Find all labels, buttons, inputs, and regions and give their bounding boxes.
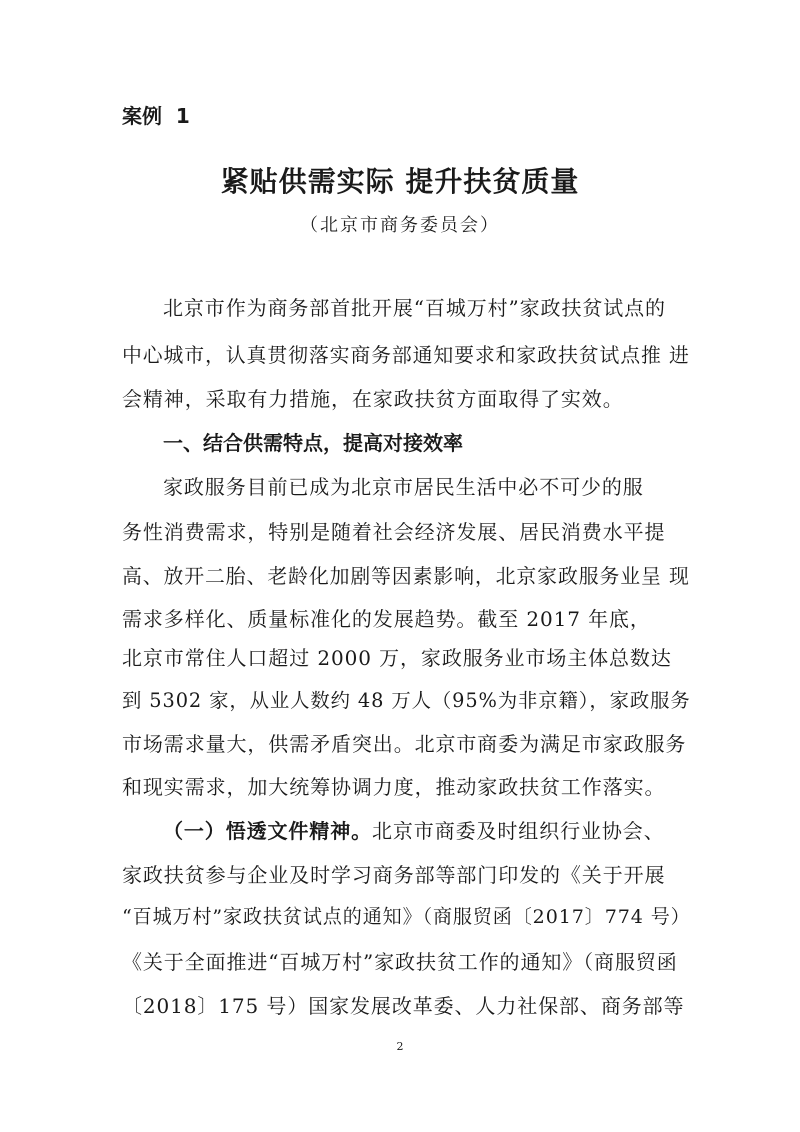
page-number: 2 [396, 1040, 404, 1053]
section1-line: 高、放开二胎、老龄化加剧等因素影响，北京家政服务业呈 现 [122, 565, 690, 588]
subsection1-line: “百城万村”家政扶贫试点的通知》（商服贸函〔2017〕774 号） [122, 906, 691, 928]
section1-line: 务性消费需求，特别是随着社会经济发展、居民消费水平提 [122, 520, 666, 544]
document-subtitle: （北京市商务委员会） [300, 215, 500, 236]
subsection1-line: 北京市商委及时组织行业协会、 [372, 819, 665, 843]
intro-line: 北京市作为商务部首批开展“百城万村”家政扶贫试点的 [163, 296, 666, 320]
section1-line: 需求多样化、质量标准化的发展趋势。截至 2017 年底， [122, 607, 651, 631]
subsection-heading: （一）悟透文件精神。 [163, 819, 372, 843]
document-title: 紧贴供需实际 提升扶贫质量 [220, 165, 580, 198]
subsection1-line: 《关于全面推进“百城万村”家政扶贫工作的通知》（商服贸函 [122, 950, 678, 974]
subsection1-line: 家政扶贫参与企业及时学习商务部等部门印发的《关于开展 [122, 863, 666, 887]
case-label: 案例 1 [122, 104, 190, 128]
subsection1-first-line [163, 815, 665, 844]
intro-line: 会精神，采取有力措施，在家政扶贫方面取得了实效。 [122, 387, 624, 411]
section1-line: 北京市常住人口超过 2000 万，家政服务业市场主体总数达 [122, 646, 672, 670]
subsection1-line: 〔2018〕175 号）国家发展改革委、人力社保部、商务部等 [122, 994, 685, 1018]
section-heading: 一、结合供需特点，提高对接效率 [163, 431, 463, 455]
section1-line: 市场需求量大，供需矛盾突出。北京市商委为满足市家政服务 [122, 732, 687, 756]
intro-line: 中心城市，认真贯彻落实商务部通知要求和家政扶贫试点推 进 [122, 344, 690, 367]
section1-line: 到 5302 家，从业人数约 48 万人（95%为非京籍），家政服务 [122, 689, 691, 712]
section1-line: 和现实需求，加大统筹协调力度，推动家政扶贫工作落实。 [122, 775, 666, 799]
section1-line: 家政服务目前已成为北京市居民生活中必不可少的服 [163, 475, 644, 499]
